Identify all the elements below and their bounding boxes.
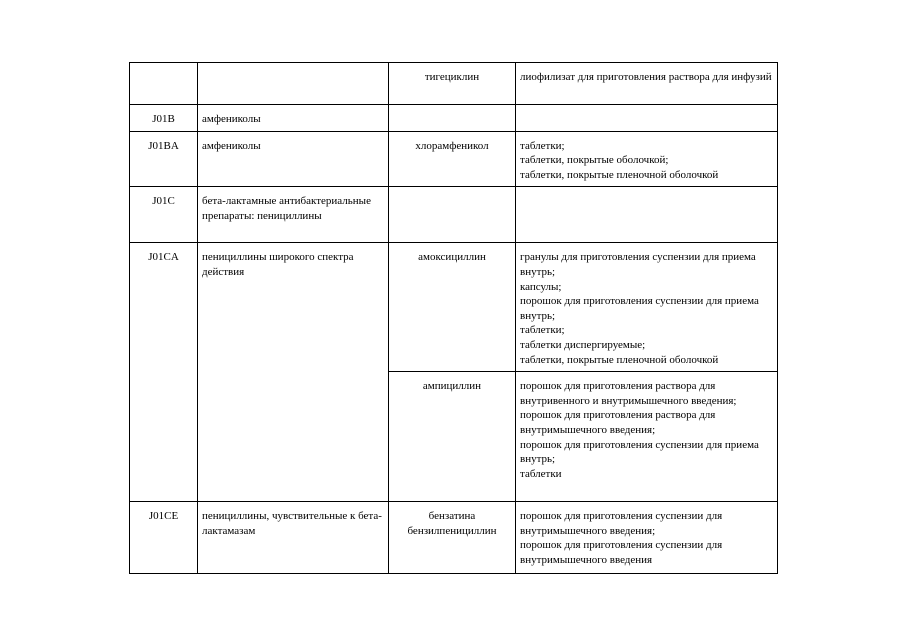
dosage-forms-cell [516,105,778,132]
group-name-cell: пенициллины, чувствительные к бета-лактамазам [198,502,389,574]
dosage-forms-cell [516,187,778,243]
drug-name-cell: ампициллин [389,372,516,502]
dosage-form-line: гранулы для приготовления суспензии для приема внутрь; [520,251,756,278]
drug-list-table [129,62,778,574]
drug-name-cell: амоксициллин [389,243,516,372]
drug-name-cell: бензатина бензилпенициллин [389,502,516,574]
drug-name-cell: хлорамфеникол [389,131,516,187]
group-name-cell: амфениколы [198,105,389,132]
dosage-form-line: лиофилизат для приготовления раствора для инфузий [520,71,772,83]
drug-name-cell [389,105,516,132]
dosage-forms-cell [516,63,778,105]
dosage-form-line: таблетки, покрытые оболочкой; [520,154,669,167]
dosage-form-line: порошок для приготовления раствора для внутримышечного введения; [520,409,716,436]
drug-name-cell [389,187,516,243]
atc-code-cell: J01CA [130,243,198,502]
dosage-form-line: порошок для приготовления суспензии для приема внутрь; [520,438,759,466]
atc-code-cell [130,63,198,105]
atc-code-cell: J01CE [130,502,198,574]
group-name-cell: амфениколы [198,131,389,187]
group-name-cell [198,63,389,105]
dosage-form-line: порошок для приготовления суспензии для внутримышечного введения [520,539,723,566]
group-name-cell: пенициллины широкого спектра действия [198,243,389,502]
dosage-form-line: таблетки; [520,324,565,337]
drug-name-cell: тигециклин [389,63,516,105]
table-row [130,502,778,574]
atc-code-cell: J01BA [130,131,198,187]
dosage-form-line: порошок для приготовления суспензии для внутримышечного введения; [520,510,723,537]
dosage-form-line: таблетки; [520,139,565,152]
group-name-cell: бета-лактамные антибактериальные препараты: пенициллины [198,187,389,243]
dosage-forms-cell [516,372,778,502]
dosage-form-line: порошок для приготовления раствора для внутривенного и внутримышечного введения; [520,380,737,407]
table-row [130,187,778,243]
table-row [130,63,778,105]
table-row [130,243,778,372]
table-row [130,131,778,187]
dosage-form-line: таблетки диспергируемые; [520,338,646,351]
atc-code-cell: J01B [130,105,198,132]
atc-code-cell: J01C [130,187,198,243]
dosage-form-line: таблетки, покрытые пленочной оболочкой [520,168,719,181]
dosage-form-line: таблетки, покрытые пленочной оболочкой [520,353,719,366]
table-row [130,105,778,132]
dosage-form-line: таблетки [520,467,562,480]
dosage-forms-cell [516,243,778,372]
dosage-forms-cell [516,502,778,574]
dosage-form-line: капсулы; [520,280,562,293]
dosage-forms-cell [516,131,778,187]
dosage-form-line: порошок для приготовления суспензии для приема внутрь; [520,295,759,322]
